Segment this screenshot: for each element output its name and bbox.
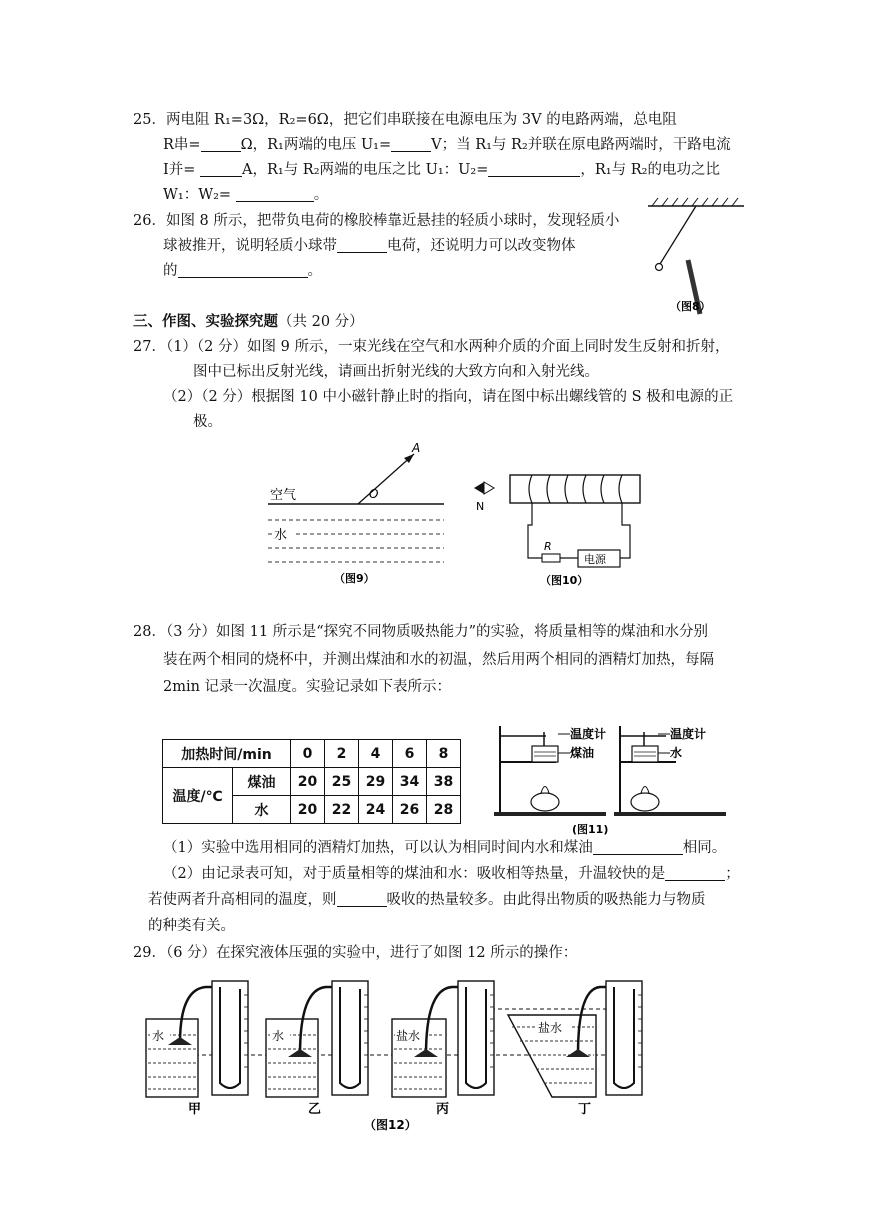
setup-label: 丁 [578, 1102, 592, 1117]
u-tube-manometer [212, 981, 248, 1095]
table-cell: 22 [325, 796, 359, 824]
table-cell: 24 [359, 796, 393, 824]
q27-line1: 27．（1）（2 分）如图 9 所示，一束光线在空气和水两种介质的介面上同时发生反射和折射， [133, 339, 730, 355]
blank-ball-charge[interactable] [337, 237, 387, 253]
magnetic-needle [474, 482, 484, 494]
q28-part4: 的种类有关。 [148, 918, 235, 934]
figure-12-caption: （图12） [364, 1118, 417, 1132]
u-tube-manometer [606, 981, 642, 1095]
label-thermometer-1: 温度计 [570, 727, 607, 741]
q27-line3: （2）（2 分）根据图 10 中小磁针静止时的指向，请在图中标出螺线管的 S 极和电源的正 [163, 389, 734, 405]
q29-line1: 29．（6 分）在探究液体压强的实验中，进行了如图 12 所示的操作： [133, 945, 578, 961]
q28-line2: 装在两个相同的烧杯中，并测出煤油和水的初温，然后用两个相同的酒精灯加热，每隔 [163, 652, 714, 668]
figure-8 [640, 192, 750, 332]
alcohol-lamp-2 [631, 793, 659, 811]
q26-line3: 的 。 [163, 263, 322, 279]
blank-voltage-u1[interactable] [391, 136, 431, 152]
figure-9-caption: （图9） [334, 572, 375, 585]
blank-more-heat[interactable] [337, 891, 387, 907]
beaker-kerosene [532, 746, 558, 762]
suspension-thread [660, 206, 696, 264]
beaker-water [632, 746, 658, 762]
setup-label: 甲 [188, 1102, 202, 1117]
table-cell: 6 [393, 740, 427, 768]
setup-jia [146, 981, 248, 1117]
label-kerosene: 煤油 [570, 746, 595, 760]
section-3-heading: 三、作图、实验探究题（共 20 分） [133, 313, 364, 330]
power-source-label: 电源 [584, 553, 606, 566]
q25-line1: 25．两电阻 R₁=3Ω，R₂=6Ω，把它们串联接在电源电压为 3V 的电路两端，总电阻 [133, 112, 677, 128]
q27-line4: 极。 [193, 414, 222, 430]
setup-yi [266, 981, 368, 1117]
table-cell: 2 [325, 740, 359, 768]
figure-9 [262, 440, 452, 590]
u-tube-manometer [458, 981, 494, 1095]
table-cell: 29 [359, 768, 393, 796]
liquid-label: 盐水 [538, 1021, 563, 1035]
table-cell: 26 [393, 796, 427, 824]
q25-line4: W₁：W₂= 。 [163, 187, 329, 203]
label-air: 空气 [270, 488, 297, 503]
figure-8-caption: （图8） [670, 300, 711, 313]
q28-part1: （1）实验中选用相同的酒精灯加热，可以认为相同时间内水和煤油 相同。 [163, 840, 727, 856]
reflected-ray [358, 454, 414, 504]
setup-bing [392, 981, 494, 1117]
blank-faster-heating[interactable] [665, 865, 725, 881]
point-a: A [412, 441, 421, 455]
blank-same-quantity[interactable] [593, 839, 683, 855]
label-thermometer-2: 温度计 [670, 727, 707, 741]
q25-line3: I并= A，R₁与 R₂两端的电压之比 U₁：U₂= ，R₁与 R₂的电功之比 [163, 162, 720, 178]
blank-total-resistance[interactable] [201, 136, 241, 152]
q28-part2: （2）由记录表可知，对于质量相等的煤油和水：吸收相等热量，升温较快的是 ； [163, 866, 740, 882]
q26-line2: 球被推开，说明轻质小球带 电荷，还说明力可以改变物体 [163, 238, 576, 254]
q28-line1: 28．（3 分）如图 11 所示是“探究不同物质吸热能力”的实验，将质量相等的煤油和水分别 [133, 624, 709, 640]
figure-11 [486, 722, 736, 842]
q28-part3: 若使两者升高相同的温度，则 吸收的热量较多。由此得出物质的吸热能力与物质 [148, 892, 706, 908]
header-label: 加热时间/min [163, 740, 291, 768]
figure-12 [140, 975, 660, 1135]
blank-voltage-ratio[interactable] [488, 161, 580, 177]
u-tube-manometer [332, 981, 368, 1095]
setup-label: 乙 [308, 1102, 322, 1117]
alcohol-lamp-1 [531, 793, 559, 811]
row-name-water: 水 [233, 796, 291, 824]
table-cell: 38 [427, 768, 461, 796]
liquid-label: 水 [272, 1029, 285, 1043]
table-cell: 20 [291, 768, 325, 796]
table-cell: 28 [427, 796, 461, 824]
q26-line1: 26．如图 8 所示，把带负电荷的橡胶棒靠近悬挂的轻质小球时，发现轻质小 [133, 213, 620, 229]
label-water: 水 [274, 528, 288, 543]
figure-10 [470, 470, 660, 590]
point-o: O [369, 487, 379, 501]
table-cell: 34 [393, 768, 427, 796]
q25-line2: R串= Ω，R₁两端的电压 U₁= V；当 R₁与 R₂并联在原电路两端时，干路电流 [163, 137, 731, 153]
blank-work-ratio[interactable] [236, 186, 314, 202]
resistor [542, 554, 560, 562]
light-ball [656, 264, 663, 271]
setup-label: 丙 [436, 1102, 450, 1117]
row-name-kerosene: 煤油 [233, 768, 291, 796]
table-cell: 4 [359, 740, 393, 768]
figure-11-caption: (图11) [572, 823, 609, 836]
setup-ding [508, 981, 642, 1117]
label-water-11: 水 [670, 746, 683, 760]
liquid-label: 盐水 [396, 1029, 421, 1043]
liquid-label: 水 [152, 1029, 165, 1043]
q27-line2: 图中已标出反射光线，请画出折射光线的大致方向和入射光线。 [193, 364, 599, 380]
q28-line3: 2min 记录一次温度。实验记录如下表所示： [163, 679, 452, 695]
table-row [163, 740, 461, 768]
temperature-table [162, 739, 461, 824]
table-row [163, 768, 461, 796]
needle-n-label: N [476, 500, 485, 513]
figure-10-caption: （图10） [540, 574, 589, 587]
table-cell: 20 [291, 796, 325, 824]
table-cell: 25 [325, 768, 359, 796]
resistor-label: R [544, 540, 552, 553]
blank-force-effect[interactable] [178, 262, 308, 278]
table-cell: 8 [427, 740, 461, 768]
temp-label: 温度/℃ [163, 768, 233, 824]
table-cell: 0 [291, 740, 325, 768]
blank-parallel-current[interactable] [200, 161, 242, 177]
